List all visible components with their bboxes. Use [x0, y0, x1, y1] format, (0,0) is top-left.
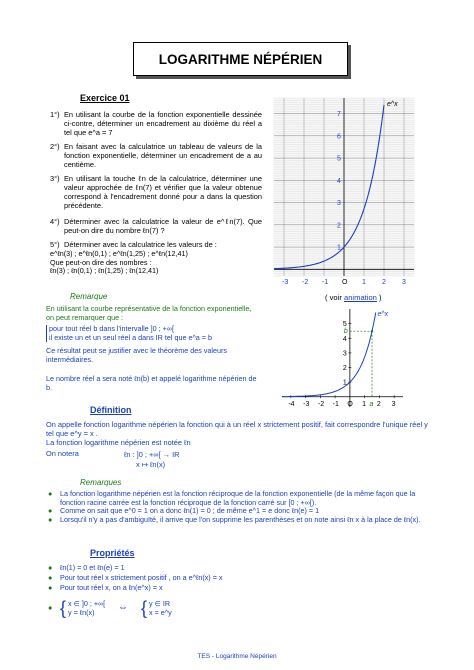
- page-title: LOGARITHME NÉPÉRIEN: [133, 42, 348, 76]
- x-tick-label: a: [369, 400, 374, 408]
- curve-label: e^x: [387, 101, 398, 108]
- b-label: b: [343, 328, 348, 336]
- x-tick-label: 1: [362, 400, 367, 408]
- x-tick-label: -2: [302, 279, 309, 286]
- definition-heading: Définition: [90, 405, 132, 415]
- curve-label: e^x: [377, 311, 389, 318]
- y-tick-label: 2: [337, 222, 341, 230]
- definition-text: On appelle fonction logarithme népérien la fonction qui à un réel x strictement positif, fait correspondre l'unique réel y tel que e^y = x . La fonction logarithme népérien est notée ℓn: [46, 420, 428, 447]
- definition-notera: On notera: [46, 449, 79, 458]
- exp-curve: [282, 313, 376, 397]
- remarque-ivt: Ce résultat peut se justifier avec le théorème des valeurs intermédiaires.: [46, 346, 227, 364]
- question-5: 5°) Déterminer avec la calculatrice les valeurs de :: [50, 240, 217, 249]
- y-tick-label: 4: [342, 335, 347, 343]
- list-item: ● ℓn(1) = 0 et ℓn(e) = 1: [48, 563, 125, 572]
- y-tick-label: 1: [337, 244, 341, 252]
- remarques-heading: Remarques: [80, 478, 122, 487]
- proprietes-list: [46, 563, 436, 593]
- ln-illustration-graph: [280, 305, 405, 415]
- remarque-heading: Remarque: [70, 292, 108, 301]
- proprietes-heading: Propriétés: [90, 548, 135, 558]
- animation-ref: ( voir animation ): [325, 293, 382, 302]
- remarques-list: [46, 490, 436, 525]
- question-1: 1°) En utilisant la courbe de la fonction exponentielle dessinée ci-contre, déterminer un encadrement au dixième du réel a tel que e^a = 7: [50, 110, 262, 137]
- question-5-values: e^ℓn(3) ; e^ℓn(0,1) ; e^ℓn(1,25) ; e^ℓn(12,41) Que peut-on dire des nombres : ℓn(3) ; ℓn(0,1) ; ℓn(1,25) ; ℓn(12,41): [50, 249, 188, 276]
- x-tick-label: -3: [282, 279, 289, 286]
- y-tick-label: 6: [337, 133, 341, 141]
- exponential-graph: [270, 94, 418, 286]
- y-tick-label: 3: [337, 200, 341, 208]
- question-3: 3°) En utilisant la touche ℓn de la calculatrice, déterminer une valeur approchée de ℓn(7) et vérifier que la valeur obtenue correspond à l'encadrement donné pour a dans la question précédente.: [50, 174, 262, 210]
- exp-curve: [274, 105, 384, 269]
- animation-link[interactable]: animation: [343, 293, 377, 302]
- definition-mapping: ℓn : ]0 ; +∞[ → IR x ↦ ℓn(x): [124, 450, 180, 469]
- y-tick-label: 1: [342, 379, 347, 387]
- x-tick-label: 3: [391, 400, 396, 408]
- question-2: 2°) En faisant avec la calculatrice un tableau de valeurs de la fonction exponentielle, déterminer un encadrement de a au centième.: [50, 142, 262, 169]
- point: [371, 330, 373, 332]
- list-item: ● Comme on sait que e^0 = 1 on a donc ℓn(1) = 0 ; de même e^1 = e donc ℓn(e) = 1: [48, 506, 320, 516]
- x-tick-label: O: [347, 400, 353, 408]
- y-tick-label: 4: [337, 177, 341, 185]
- exercise-heading: Exercice 01: [80, 93, 130, 103]
- remarque-ln-def: Le nombre réel a sera noté ℓn(b) et appelé logarithme népérien de b.: [46, 374, 257, 392]
- x-tick-label: -1: [332, 400, 339, 408]
- x-tick-label: -2: [317, 400, 325, 408]
- y-tick-label: 5: [337, 155, 341, 163]
- x-tick-label: 2: [376, 400, 381, 408]
- page-footer: TES - Logarithme Népérien: [197, 653, 277, 660]
- remarque-text: En utilisant la courbe représentative de la fonction exponentielle, on peut remarquer que :: [46, 304, 252, 322]
- question-4: 4°) Déterminer avec la calculatrice la valeur de e^ℓn(7). Que peut-on dire du nombre ℓn(7) ?: [50, 217, 262, 235]
- y-tick-label: 7: [337, 111, 341, 119]
- x-tick-label: -4: [288, 400, 295, 408]
- list-item: ● La fonction logarithme népérien est la fonction réciproque de la fonction exponentielle (de la même façon que la fonction racine carrée est la fonction réciproque de la fonction carré sur [0 ; +∞[).: [48, 489, 416, 507]
- list-item: ● Lorsqu'il n'y a pas d'ambiguïté, il arrive que l'on supprime les parenthèses et on note ainsi ℓn x à la place de ℓn(x).: [48, 515, 421, 525]
- list-item: ● Pour tout réel x, on a ℓn(e^x) = x: [48, 583, 163, 592]
- x-tick-label: -1: [322, 279, 329, 286]
- y-tick-label: 2: [342, 365, 347, 373]
- x-tick-label: 2: [382, 279, 386, 286]
- x-tick-label: 3: [402, 279, 406, 286]
- remarque-property: pour tout réel b dans l'intervalle ]0 ; +∞[ il existe un et un seul réel a dans IR tel que e^a = b: [46, 325, 264, 342]
- list-item: ● Pour tout réel x strictement positif , on a e^ℓn(x) = x: [48, 573, 223, 582]
- equivalence: ● { x ∈ ]0 ; +∞[ y = ℓn(x) ⇔ { y ∈ IR x = e^y: [48, 598, 172, 618]
- y-tick-label: 5: [342, 321, 347, 329]
- x-tick-label: -3: [303, 400, 310, 408]
- x-tick-label: O: [342, 279, 348, 286]
- y-tick-label: 3: [342, 350, 347, 358]
- x-tick-label: 1: [362, 279, 366, 286]
